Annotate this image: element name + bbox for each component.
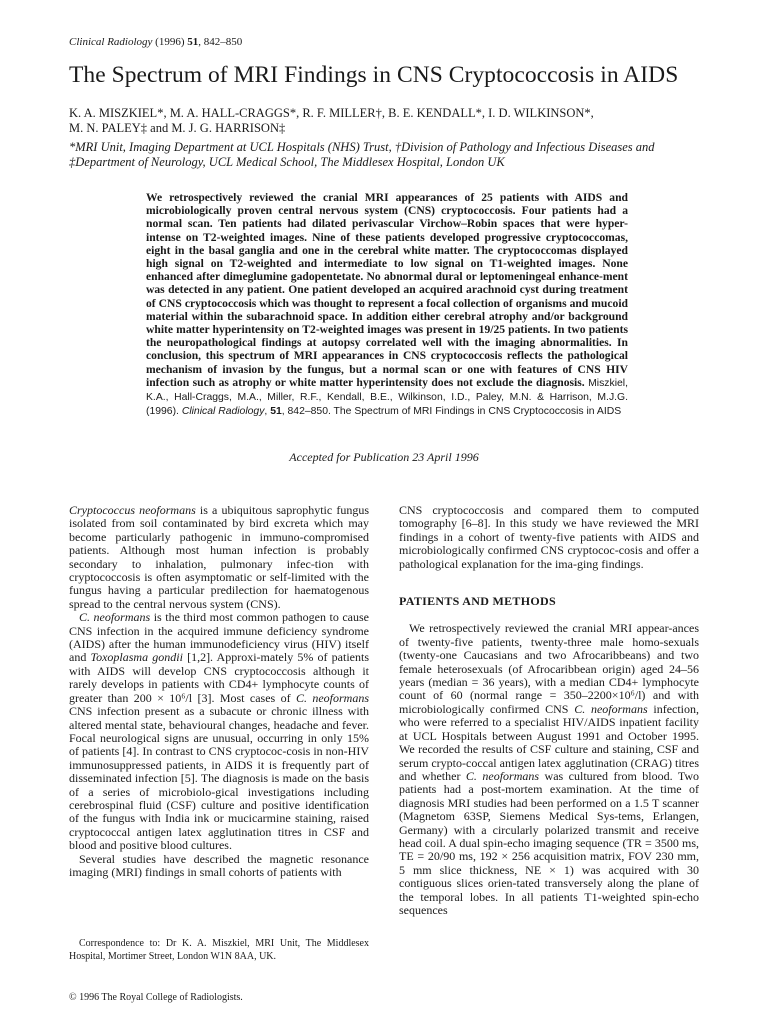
journal-name: Clinical Radiology	[69, 36, 153, 48]
abstract	[146, 191, 628, 418]
body-paragraph: CNS cryptococcosis and compared them to computed tomography [6–8]. In this study we have reviewed the MRI findings in a cohort of twenty-five patients with AIDS and microbiologically confirmed CNS cryptococ-cosis and offer a pathological explanation for the ima-ging findings.	[399, 503, 699, 571]
body-paragraph: Several studies have described the magnetic resonance imaging (MRI) findings in small cohorts of patients with	[69, 851, 369, 879]
citation-authors: Miszkiel, K.A., Hall-Craggs, M.A., Miller, R.F., Kendall, B.E., Wilkinson, I.D., Paley, M.N. & Harrison, M.J.G. (1996).	[146, 377, 628, 418]
citation-volume: 51	[270, 406, 282, 418]
body-column-right	[399, 504, 699, 917]
paragraph-text: is a ubiquitous saprophytic fungus isolated from soil contaminated by bird excreta which may become particularly pathogenic in immuno-compromised patients. Although most human infection is probably secondary to inhalation, pulmonary infec-tion with cryptococcosis is often asymptomatic or self-limited with the fungus having a particular predilection for haematogenous spread to the central nervous system (CNS).	[69, 503, 369, 611]
body-paragraph	[69, 611, 369, 852]
accepted-date: Accepted for Publication 23 April 1996	[289, 450, 479, 464]
affiliation-line: ‡Department of Neurology, UCL Medical School, The Middlesex Hospital, London UK	[69, 154, 505, 169]
species-name: C. neoformans	[574, 701, 648, 716]
journal-pages: , 842–850	[198, 36, 243, 48]
citation-journal: Clinical Radiology	[181, 406, 265, 418]
article-title: The Spectrum of MRI Findings in CNS Cryptococcosis in AIDS	[69, 62, 679, 88]
author-line: K. A. MISZKIEL*, M. A. HALL-CRAGGS*, R. F. MILLER†, B. E. KENDALL*, I. D. WILKINSON*,	[69, 106, 594, 120]
species-name: Cryptococcus neoformans	[69, 503, 196, 517]
author-list	[69, 106, 709, 136]
paragraph-text: was cultured from blood. Two patients had a post-mortem examination. At the time of diagnosis MRI studies had been performed on a 1.5 T scanner (Magnetom 63SP, Siemens Medical Sys-tems, Erlangen, Germany) with a circularly polarized transmit and receive head coil. A dual spin-echo imaging sequence (TR = 3500 ms, TE = 20/90 ms, 192 × 256 acquisition matrix, FOV 230 mm, 5 mm slice thickness, NE × 1) was acquired with 30 contiguous slices orien-tated transversely along the plane of the temporal lobes. In all patients T1-weighted spin-echo sequences	[399, 768, 699, 917]
species-name: C. neoformans	[295, 690, 369, 705]
paragraph-text: CNS infection present as a subacute or chronic illness with altered mental state, behavioural changes, headache and fever. Focal neurological signs are unusual, occurring in only 15% of patients [4]. In contrast to CNS cryptococ-cosis in non-HIV immunosuppressed patients, in AIDS it is frequently part of disseminated infection [5]. The diagnosis is made on the basis of a series of microbiolo-gical investigations including cerebrospinal fluid (CSF) culture and positive identification of the fungus with India ink or mucicarmine staining, raised cryptococcal antigen latex agglutination titres in CSF and blood and positive blood cultures.	[69, 704, 369, 853]
body-paragraph	[69, 504, 369, 611]
section-heading: PATIENTS AND METHODS	[399, 594, 556, 609]
abstract-text: We retrospectively reviewed the cranial MRI appearances of 25 patients with AIDS and microbiologically proven central nervous system (CNS) cryptococcosis. Four patients had a normal scan. Ten patients had dilated perivascular Virchow–Robin spaces that were hyper-intense on T2-weighted images. Nine of these patients developed progressive cryptococcomas, eight in the basal ganglia and one in the cerebral white matter. The cryptococcomas displayed high signal on T2-weighted and intermediate to low signal on T1-weighted images. None enhanced after dimeglumine gadopentetate. No abnormal dural or leptomeningeal enhance-ment was detected in any patient. One patient developed an acquired arachnoid cyst during treatment of CNS cryptococcosis which was thought to represent a focal collection of organisms and mucoid material within the subarachnoid space. In addition either cerebral atrophy and/or background white matter hyperintensity on T2-weighted images was present in 19/25 patients. In two patients the neuropathological findings at autopsy correlated well with the imaging abnormalities. In conclusion, this spectrum of MRI appearances in CNS cryptococcosis reflects the pathological mechanism of invasion by the fungus, but a normal scan or one with features of CNS HIV infection such as atrophy or white matter hyperintensity does not exclude the diagnosis.	[146, 191, 628, 389]
citation-rest: , 842–850. The Spectrum of MRI Findings in CNS Cryptococcosis in AIDS	[281, 406, 622, 418]
author-line: M. N. PALEY‡ and M. J. G. HARRISON‡	[69, 121, 286, 135]
copyright-notice: © 1996 The Royal College of Radiologists.	[69, 992, 243, 1003]
species-name: C. neoformans	[79, 610, 151, 625]
affiliations	[69, 140, 709, 169]
body-paragraph	[399, 622, 699, 917]
journal-reference	[69, 36, 242, 48]
paragraph-text: is the third most common pathogen to cause CNS infection in the acquired immune deficiency syndrome (AIDS) after the human immunodeficiency virus (HIV) itself and	[69, 610, 369, 665]
paragraph-text: infection, who were referred to a specialist HIV/AIDS inpatient facility at UCL Hospitals between August 1991 and October 1995. We recorded the results of CSF culture and staining, CSF and serum crypto-coccal antigen latex agglutination (CRAG) titres and whether	[399, 701, 700, 783]
species-name: Toxoplasma gondii	[90, 650, 183, 665]
paragraph-text: [1,2]. Approxi-mately 5% of patients with AIDS will develop CNS cryptococcosis although it rarely develops in patients with CD4+ lymphocyte counts of greater than 200 × 10⁶/l [3]. Most cases of	[69, 650, 370, 705]
correspondence-text: Correspondence to: Dr K. A. Miszkiel, MRI Unit, The Middlesex Hospital, Mortimer Street, London W1N 8AA, UK.	[69, 938, 369, 962]
citation-separator: ,	[264, 406, 271, 418]
journal-year: (1996)	[152, 36, 188, 48]
species-name: C. neoformans	[465, 768, 540, 783]
journal-volume: 51	[187, 36, 199, 48]
paragraph-text: We retrospectively reviewed the cranial MRI appear-ances of twenty-five patients, twenty-three male homo-sexuals (twenty-one Caucasians and two Afrocaribbeans) and two female heterosexuals (of Afrocaribbean origin) aged 24–56 years (median = 36 years), with a median CD4+ lymphocyte count of 60 (normal range = 350–2200×10⁶/l) and with microbiologically confirmed CNS	[399, 621, 699, 716]
affiliation-line: *MRI Unit, Imaging Department at UCL Hospitals (NHS) Trust, †Division of Pathology and Infectious Diseases and	[69, 140, 655, 154]
body-column-left	[69, 504, 369, 879]
correspondence-footnote	[69, 938, 369, 963]
